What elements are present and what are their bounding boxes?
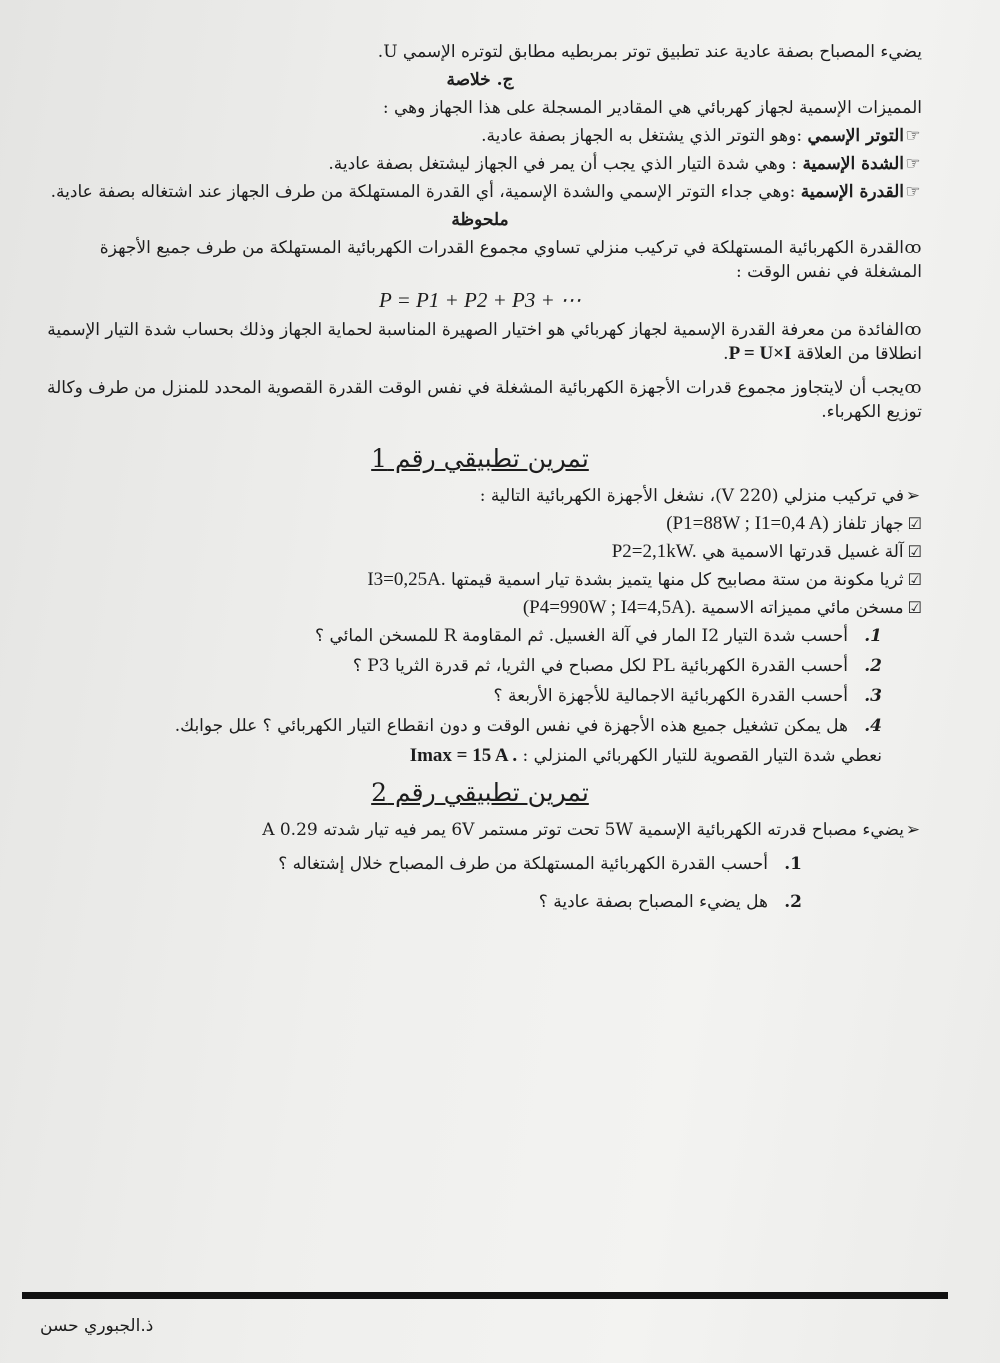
exercise1-given: نعطي شدة التيار القصوية للتيار الكهربائي المنزلي : Imax = 15 A . [409, 745, 882, 766]
exercise1-question: 2. أحسب القدرة الكهربائية PL لكل مصباح في الثريا، ثم قدرة الثريا P3 ؟ [352, 656, 882, 676]
pointing-hand-icon: ☞ [905, 126, 921, 146]
checkbox-icon: ☑ [907, 570, 922, 589]
power-sum-formula: P = P1 + P2 + P3 + ⋯ [378, 288, 582, 312]
summary-item: ☞التوتر الإسمي :وهو التوتر الذي يشتغل به الجهاز بصفة عادية. [481, 126, 921, 146]
exercise2-question: 1. أحسب القدرة الكهربائية المستهلكة من طرف المصباح خلال إشتغاله ؟ [278, 854, 802, 874]
arrowhead-icon: ➢ [905, 820, 921, 840]
intro-line: يضيء المصباح بصفة عادية عند تطبيق توتر بمربطيه مطابق لتوتره الإسمي U. [377, 42, 922, 62]
swirl-bullet-icon: ꝏ [904, 320, 922, 340]
exercise1-title: تمرين تطبيقي رقم 1 [371, 444, 589, 473]
document-body [38, 40, 922, 928]
pointing-hand-icon: ☞ [905, 154, 921, 174]
note-paragraph: ꝏالقدرة الكهربائية المستهلكة في تركيب منزلي تساوي مجموع القدرات الكهربائية المستهلكة من طرف جميع الأجهزة المشغلة في نفس الوقت : [99, 238, 922, 282]
swirl-bullet-icon: ꝏ [904, 238, 922, 258]
summary-intro: المميزات الإسمية لجهاز كهربائي هي المقادير المسجلة على هذا الجهاز وهي : [382, 98, 922, 118]
summary-heading: ج. خلاصة [446, 70, 514, 90]
exercise2-title: تمرين تطبيقي رقم 2 [371, 778, 589, 807]
exercise2-question: 2. هل يضيء المصباح بصفة عادية ؟ [538, 892, 802, 912]
note-heading: ملحوظة [451, 210, 509, 230]
exercise1-question: 3. أحسب القدرة الكهربائية الاجمالية للأجهزة الأربعة ؟ [493, 686, 882, 706]
exercise2-intro: ➢يضيء مصباح قدرته الكهربائية الإسمية 5W تحت توتر مستمر 6V يمر فيه تيار شدته A 0.29 [262, 820, 921, 840]
checkbox-icon: ☑ [907, 542, 922, 561]
device-item: ☑ثريا مكونة من ستة مصابيح كل منها يتميز بشدة تيار اسمية قيمتها I3=0,25A. [367, 569, 922, 590]
device-item: ☑جهاز تلفاز (P1=88W ; I1=0,4 A) [666, 513, 922, 534]
pointing-hand-icon: ☞ [905, 182, 921, 202]
note-paragraph: ꝏيجب أن لايتجاوز مجموع قدرات الأجهزة الكهربائية المشغلة في نفس الوقت القدرة القصوية المحدد للمنزل من طرف وكالة توزيع الكهرباء. [47, 378, 922, 422]
arrowhead-icon: ➢ [905, 486, 921, 506]
swirl-bullet-icon: ꝏ [904, 378, 922, 398]
device-item: ☑مسخن مائي مميزاته الاسمية (P4=990W ; I4=4,5A). [522, 597, 922, 618]
exercise1-question: 4. هل يمكن تشغيل جميع هذه الأجهزة في نفس الوقت و دون انقطاع التيار الكهربائي ؟ علل جوابك. [174, 716, 882, 736]
exercise1-question: 1. أحسب شدة التيار I2 المار في آلة الغسيل. ثم المقاومة R للمسخن المائي ؟ [315, 626, 882, 646]
summary-item: ☞الشدة الإسمية : وهي شدة التيار الذي يجب أن يمر في الجهاز ليشتغل بصفة عادية. [328, 154, 921, 174]
exercise1-intro: ➢في تركيب منزلي (220 V)، نشغل الأجهزة الكهربائية التالية : [479, 486, 921, 506]
device-item: ☑آلة غسيل قدرتها الاسمية هي P2=2,1kW. [611, 541, 922, 562]
note-paragraph: ꝏالفائدة من معرفة القدرة الإسمية لجهاز كهربائي هو اختيار الصهيرة المناسبة لحماية الجهاز وذلك بحساب شدة التيار الإسمية انطلاقا من العلاقة P = U×I. [47, 320, 922, 364]
footer-author: ذ.الجبوري حسن [40, 1316, 154, 1336]
footer-divider [22, 1292, 948, 1299]
summary-item: ☞القدرة الإسمية :وهي جداء التوتر الإسمي والشدة الإسمية، أي القدرة المستهلكة من طرف الجهاز عند اشتغاله بصفة عادية. [50, 182, 921, 202]
power-formula: P = U×I [728, 343, 792, 364]
checkbox-icon: ☑ [907, 598, 922, 617]
checkbox-icon: ☑ [907, 514, 922, 533]
